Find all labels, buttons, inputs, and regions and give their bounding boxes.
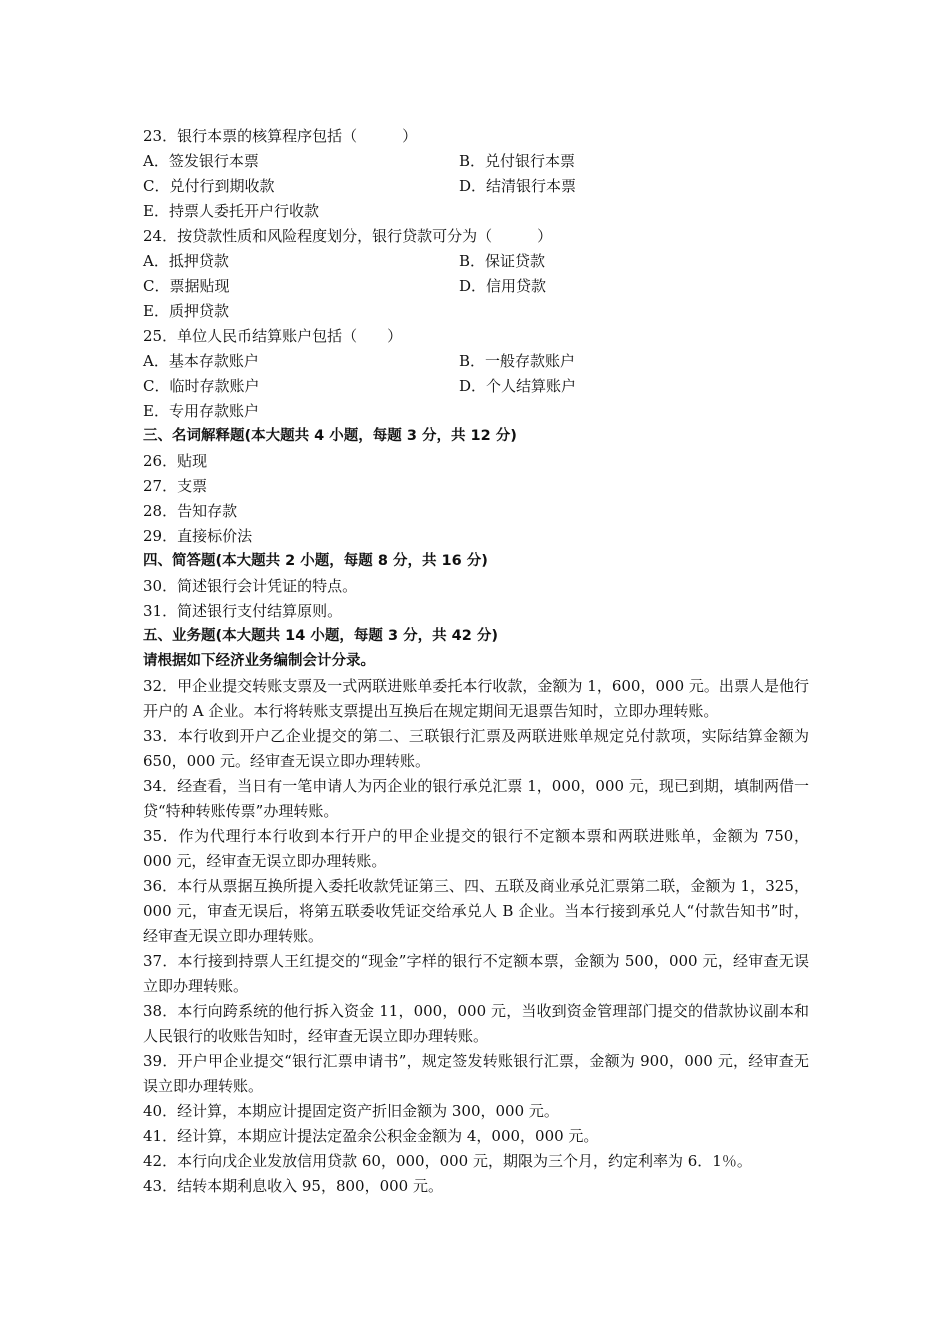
option-c: C．临时存款账户	[143, 377, 260, 395]
option-e: E．质押贷款	[143, 302, 229, 320]
list-item: 28．告知存款	[143, 502, 238, 520]
option-e: E．专用存款账户	[143, 402, 259, 420]
list-item: 41．经计算，本期应计提法定盈余公积金金额为 4，000，000 元。	[143, 1127, 599, 1145]
list-item: 37．本行接到持票人王红提交的“现金”字样的银行不定额本票，金额为 500，000 元，经审查无误立即办理转账。	[143, 952, 809, 995]
question-24-stem: 24．按贷款性质和风险程度划分，银行贷款可分为（ ）	[143, 227, 553, 245]
section-3-heading: 三、名词解释题(本大题共 4 小题，每题 3 分，共 12 分)	[143, 428, 517, 444]
option-c: C．票据贴现	[143, 277, 230, 295]
option-d: D．结清银行本票	[459, 177, 577, 195]
option-c: C．兑付行到期收款	[143, 177, 275, 195]
option-b: B．保证贷款	[459, 252, 546, 270]
question-23-stem: 23．银行本票的核算程序包括（ ）	[143, 127, 418, 145]
list-item: 36．本行从票据互换所提入委托收款凭证第三、四、五联及商业承兑汇票第二联，金额为 1，325，000 元，审查无误后，将第五联委收凭证交给承兑人 B 企业。当本行接到承兑人“付款告知书”时，经审查无误立即办理转账。	[143, 877, 809, 945]
question-24-options-cd	[143, 274, 809, 299]
option-d: D．信用贷款	[459, 277, 547, 295]
list-item: 38．本行向跨系统的他行拆入资金 11，000，000 元，当收到资金管理部门提交的借款协议副本和人民银行的收账告知时，经审查无误立即办理转账。	[143, 1002, 809, 1045]
question-25-stem: 25．单位人民币结算账户包括（ ）	[143, 327, 403, 345]
question-23-options-cd	[143, 174, 809, 199]
question-25-options-ab	[143, 349, 809, 374]
section-4-heading: 四、简答题(本大题共 2 小题，每题 8 分，共 16 分)	[143, 553, 488, 569]
list-item: 29．直接标价法	[143, 527, 253, 545]
option-a: A．签发银行本票	[143, 152, 259, 170]
list-item: 34．经查看，当日有一笔申请人为丙企业的银行承兑汇票 1，000，000 元，现已到期，填制两借一贷“特种转账传票”办理转账。	[143, 777, 809, 820]
list-item: 43．结转本期利息收入 95，800，000 元。	[143, 1177, 443, 1195]
list-item: 39．开户甲企业提交“银行汇票申请书”，规定签发转账银行汇票，金额为 900，000 元，经审查无误立即办理转账。	[143, 1052, 809, 1095]
section-5-instruction: 请根据如下经济业务编制会计分录。	[143, 653, 375, 669]
question-23-options-ab	[143, 149, 809, 174]
list-item: 40．经计算，本期应计提固定资产折旧金额为 300，000 元。	[143, 1102, 559, 1120]
option-a: A．抵押贷款	[143, 252, 229, 270]
option-b: B．一般存款账户	[459, 352, 576, 370]
option-d: D．个人结算账户	[459, 377, 577, 395]
section-5-heading: 五、业务题(本大题共 14 小题，每题 3 分，共 42 分)	[143, 628, 498, 644]
question-24-options-ab	[143, 249, 809, 274]
list-item: 27．支票	[143, 477, 208, 495]
option-a: A．基本存款账户	[143, 352, 259, 370]
list-item: 33．本行收到开户乙企业提交的第二、三联银行汇票及两联进账单规定兑付款项，实际结算金额为 650，000 元。经审查无误立即办理转账。	[143, 727, 809, 770]
question-25-options-cd	[143, 374, 809, 399]
list-item: 32．甲企业提交转账支票及一式两联进账单委托本行收款，金额为 1，600，000 元。出票人是他行开户的 A 企业。本行将转账支票提出互换后在规定期间无退票告知时，立即办理转账。	[143, 677, 809, 720]
option-b: B．兑付银行本票	[459, 152, 576, 170]
list-item: 30．简述银行会计凭证的特点。	[143, 577, 358, 595]
exam-content	[143, 124, 809, 1199]
list-item: 26．贴现	[143, 452, 208, 470]
list-item: 42．本行向戊企业发放信用贷款 60，000，000 元，期限为三个月，约定利率为 6．1％。	[143, 1152, 752, 1170]
list-item: 35．作为代理行本行收到本行开户的甲企业提交的银行不定额本票和两联进账单，金额为 750，000 元，经审查无误立即办理转账。	[143, 827, 809, 870]
option-e: E．持票人委托开户行收款	[143, 202, 319, 220]
list-item: 31．简述银行支付结算原则。	[143, 602, 343, 620]
